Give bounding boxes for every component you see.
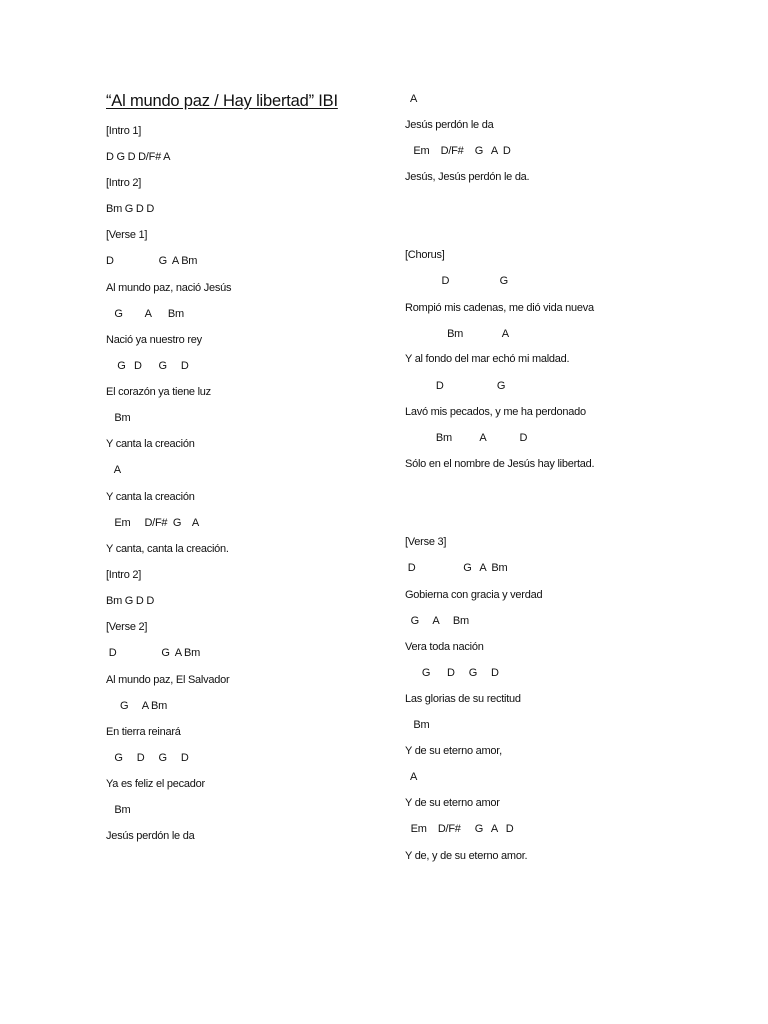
chord-line: A	[106, 464, 121, 476]
chord-line: G A Bm	[106, 308, 184, 320]
chord-line: D G D D/F# A	[106, 151, 171, 163]
chord-line: Bm	[106, 412, 131, 424]
section-label: [Chorus]	[405, 249, 445, 261]
chord-line: D G A Bm	[106, 647, 200, 659]
lyric-line: Al mundo paz, nació Jesús	[106, 282, 232, 294]
chord-line: A	[405, 93, 418, 105]
lyric-line: Y canta, canta la creación.	[106, 543, 229, 555]
chord-line: D G	[405, 380, 506, 392]
lyric-line: Jesús perdón le da	[405, 119, 494, 131]
lyric-line: Y de su eterno amor	[405, 797, 500, 809]
section-label: [Intro 1]	[106, 125, 142, 137]
chord-line: D G A Bm	[106, 255, 198, 267]
chord-line: Em D/F# G A D	[405, 145, 511, 157]
chord-line: Bm	[106, 804, 131, 816]
lyric-line: Lavó mis pecados, y me ha perdonado	[405, 406, 586, 418]
chord-line: G D G D	[405, 667, 499, 679]
chord-line: Bm G D D	[106, 203, 155, 215]
chord-line: Bm	[405, 719, 430, 731]
chord-line: D G	[405, 275, 508, 287]
chord-line: Bm G D D	[106, 595, 155, 607]
chord-line: G A Bm	[405, 615, 469, 627]
lyric-line: En tierra reinará	[106, 726, 181, 738]
lyric-line: Gobierna con gracia y verdad	[405, 589, 543, 601]
section-label: [Intro 2]	[106, 177, 142, 189]
chord-line: G D G D	[106, 360, 189, 372]
chord-line: Bm A D	[405, 432, 528, 444]
lyric-line: Jesús perdón le da	[106, 830, 195, 842]
lyric-line: Vera toda nación	[405, 641, 484, 653]
chord-line: Em D/F# G A	[106, 517, 199, 529]
lyric-line: Jesús, Jesús perdón le da.	[405, 171, 530, 183]
lyric-line: Y de su eterno amor,	[405, 745, 502, 757]
song-title: “Al mundo paz / Hay libertad” IBI	[106, 92, 338, 110]
section-label: [Verse 3]	[405, 536, 447, 548]
lyric-line: Al mundo paz, El Salvador	[106, 674, 230, 686]
chord-line: G D G D	[106, 752, 189, 764]
lyric-line: Ya es feliz el pecador	[106, 778, 205, 790]
section-label: [Verse 2]	[106, 621, 148, 633]
chord-line: Bm A	[405, 328, 509, 340]
lyric-line: Rompió mis cadenas, me dió vida nueva	[405, 302, 594, 314]
lyric-line: Nació ya nuestro rey	[106, 334, 202, 346]
lyric-line: Y canta la creación	[106, 491, 195, 503]
section-label: [Intro 2]	[106, 569, 142, 581]
lyric-line: Y de, y de su eterno amor.	[405, 850, 528, 862]
chord-line: D G A Bm	[405, 562, 508, 574]
chord-line: Em D/F# G A D	[405, 823, 514, 835]
chord-line: A	[405, 771, 418, 783]
lyric-line: Las glorias de su rectitud	[405, 693, 521, 705]
chord-line: G A Bm	[106, 700, 168, 712]
lyric-line: El corazón ya tiene luz	[106, 386, 211, 398]
lyric-line: Sólo en el nombre de Jesús hay libertad.	[405, 458, 595, 470]
section-label: [Verse 1]	[106, 229, 148, 241]
lyric-line: Y al fondo del mar echó mi maldad.	[405, 353, 570, 365]
lyric-line: Y canta la creación	[106, 438, 195, 450]
